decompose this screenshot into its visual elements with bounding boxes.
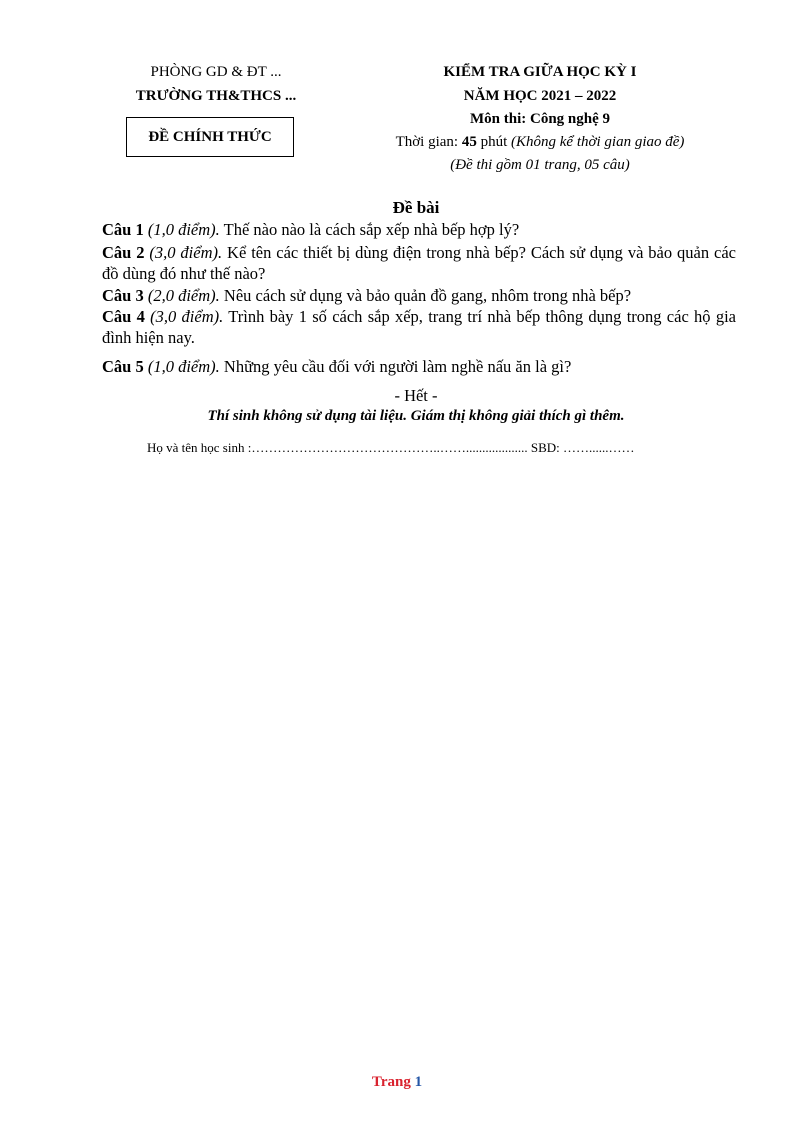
page-count-note: (Đề thi gồm 01 trang, 05 câu): [450, 157, 630, 173]
question-label: Câu 5: [102, 357, 144, 376]
official-exam-badge: ĐỀ CHÍNH THỨC: [126, 117, 294, 157]
page-footer: [0, 1074, 794, 1091]
question-text: Trình bày 1 số cách sắp xếp, trang trí nhà bếp thông dụng trong các hộ gia đình hiện nay.: [102, 307, 736, 347]
duration-unit: phút: [476, 134, 512, 150]
question-label: Câu 2: [102, 243, 145, 262]
section-title: Đề bài: [392, 198, 440, 217]
page-number: 1: [414, 1074, 423, 1090]
exam-title: KIỂM TRA GIỮA HỌC KỲ I: [443, 64, 637, 80]
question-5: [102, 356, 736, 377]
question-points: (1,0 điểm).: [147, 357, 220, 376]
page-label: Trang: [371, 1074, 411, 1090]
duration-minutes: 45: [461, 134, 477, 150]
question-1: [102, 219, 736, 240]
school-year: NĂM HỌC 2021 – 2022: [463, 88, 617, 104]
department-name: PHÒNG GD & ĐT ...: [150, 64, 282, 80]
end-marker: - Hết -: [394, 386, 438, 405]
exam-duration: [350, 134, 730, 151]
question-text: Thế nào nào là cách sắp xếp nhà bếp hợp lý?: [219, 220, 520, 239]
question-label: Câu 4: [102, 307, 145, 326]
question-3: [102, 285, 736, 306]
duration-note: (Không kể thời gian giao đề): [511, 134, 685, 150]
question-points: (3,0 điểm).: [150, 307, 224, 326]
question-label: Câu 3: [102, 286, 144, 305]
question-text: Những yêu cầu đối với người làm nghề nấu ăn là gì?: [219, 357, 572, 376]
question-label: Câu 1: [102, 220, 144, 239]
question-points: (1,0 điểm).: [147, 220, 220, 239]
exam-subject: Môn thi: Công nghệ 9: [469, 111, 611, 127]
exam-rules-note: Thí sinh không sử dụng tài liệu. Giám thị không giải thích gì thêm.: [207, 408, 625, 424]
question-points: (2,0 điểm).: [147, 286, 220, 305]
question-text: Nêu cách sử dụng và bảo quản đồ gang, nhôm trong nhà bếp?: [219, 286, 632, 305]
student-info-line: Họ và tên học sinh :……………………………………..……................... SBD: ……......……: [147, 440, 635, 455]
question-points: (3,0 điểm).: [149, 243, 223, 262]
duration-prefix: Thời gian:: [395, 134, 462, 150]
question-2: [102, 242, 736, 284]
question-4: [102, 306, 736, 348]
school-name: TRƯỜNG TH&THCS ...: [135, 88, 297, 104]
question-text: Kể tên các thiết bị dùng điện trong nhà bếp? Cách sử dụng và bảo quản các đồ dùng đó như thế nào?: [102, 243, 736, 283]
